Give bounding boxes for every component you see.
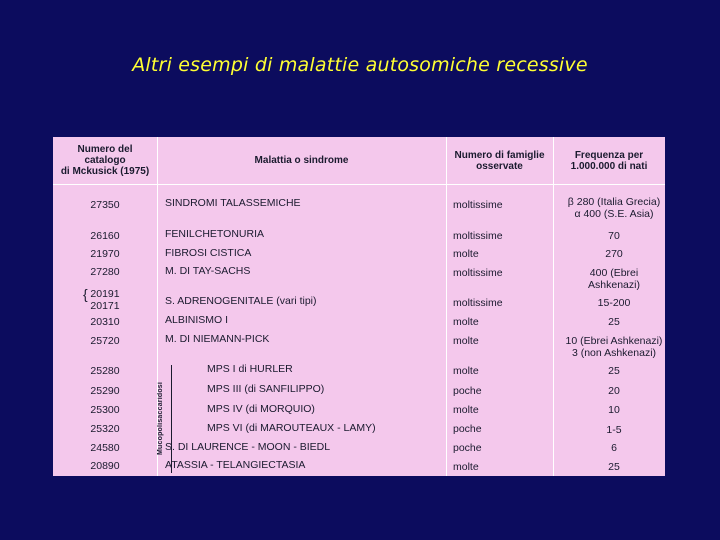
table-row-families: molte [453,248,479,260]
table-row-families: molte [453,316,479,328]
table-row-families: moltissime [453,267,503,279]
header-frequency: Frequenza per 1.000.000 di nati [570,149,648,172]
table-row-number: 20310 [90,316,120,328]
table-row-number: 21970 [90,248,120,260]
table-row-number: 20890 [90,460,120,472]
table-row-number: 24580 [90,442,120,454]
table-row-families: molte [453,365,479,377]
brace-icon: { [83,286,88,302]
table-row-frequency: 15-200 [597,297,631,309]
table-row-name: M. DI TAY-SACHS [165,265,251,277]
table-row-frequency: 400 (Ebrei Ashkenazi) [588,267,640,291]
table-row-number: 25320 [90,423,120,435]
table-row-number: 27280 [90,266,120,278]
table-row-frequency: 25 [608,461,620,473]
table-row-frequency: 10 (Ebrei Ashkenazi) 3 (non Ashkenazi) [565,335,663,359]
header-families: Numero di famiglie osservate [454,149,545,172]
table-row-name: S. ADRENOGENITALE (vari tipi) [165,295,317,307]
slide-title: Altri esempi di malattie autosomiche recessive [132,54,588,76]
table-row-families: molte [453,335,479,347]
disease-table [53,137,665,476]
table-row-name: FIBROSI CISTICA [165,247,252,259]
table-row-name: FENILCHETONURIA [165,228,264,240]
table-row-name: ATASSIA - TELANGIECTASIA [165,459,306,471]
table-row-name: M. DI NIEMANN-PICK [165,333,270,345]
table-row-families: moltissime [453,297,503,309]
table-row-name: MPS IV (di MORQUIO) [207,403,315,415]
header-catalog: Numero del catalogo di Mckusick (1975) [60,144,150,177]
table-row-number: 25720 [90,335,120,347]
table-row-families: molte [453,461,479,473]
table-row-frequency: 270 [605,248,623,260]
header-disease: Malattia o sindrome [254,155,349,166]
header-divider [53,184,665,185]
table-row-frequency: 10 [608,404,620,416]
table-row-frequency: 6 [611,442,617,454]
table-row-families: molte [453,404,479,416]
table-row-number: 25300 [90,404,120,416]
table-row-frequency: 25 [608,365,620,377]
table-row-number: 27350 [90,199,120,211]
table-row-name: S. DI LAURENCE - MOON - BIEDL [165,441,331,453]
table-row-frequency: 25 [608,316,620,328]
table-row-number: 26160 [90,230,120,242]
table-row-frequency: 1-5 [606,424,622,436]
group-bracket [171,365,172,473]
table-row-frequency: 70 [608,230,620,242]
table-row-families: moltissime [453,230,503,242]
table-row-families: moltissime [453,199,503,211]
table-row-frequency: 20 [608,385,620,397]
table-row-frequency: β 280 (Italia Grecia) α 400 (S.E. Asia) [567,196,661,220]
table-row-name: ALBINISMO I [165,314,229,326]
table-row-name: MPS VI (di MAROUTEAUX - LAMY) [207,422,376,434]
table-row-families: poche [453,442,482,454]
table-row-families: poche [453,385,482,397]
table-row-families: poche [453,423,482,435]
table-row-name: MPS I di HURLER [207,363,293,375]
group-label: Mucopolisaccaridosi [157,381,164,455]
table-row-name: MPS III (di SANFILIPPO) [207,383,325,395]
table-row-number: 20191 20171 [90,288,120,312]
table-row-number: 25290 [90,385,120,397]
table-row-name: SINDROMI TALASSEMICHE [165,197,301,209]
table-row-number: 25280 [90,365,120,377]
